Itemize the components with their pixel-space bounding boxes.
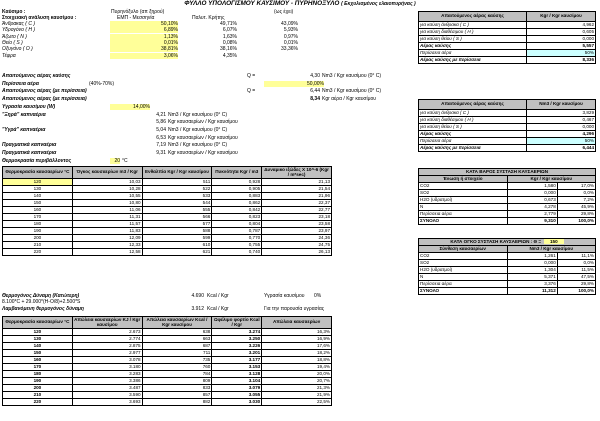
heating-value-block — [2, 293, 412, 315]
gas_table-cell: 0,787 — [212, 228, 262, 235]
loss_table-cell: 21,3% — [262, 385, 332, 392]
loss_table-cell: 16,3% — [262, 329, 332, 336]
volume_comp-title-text: ΚΑΤΑ ΟΓΚΟ ΣΥΣΤΑΣΗ ΚΑΥΣΑΕΡΙΩΝ : Θ = — [450, 238, 541, 244]
analysis-header-label: Στοιχειακή ανάλυση καυσίμου : — [2, 15, 77, 21]
air_box2-row-value: 0,000 — [527, 124, 596, 131]
gas_table-cell: 0,740 — [212, 249, 262, 256]
loss_table-cell: 3.177 — [212, 357, 262, 364]
loss_table-cell: 711 — [142, 350, 212, 357]
analysis-value-asis: 33,36% — [281, 46, 298, 53]
air_box2-table — [418, 99, 596, 152]
calc-q-label: Q = — [247, 88, 256, 95]
gas_table-cell: 22,77 — [262, 207, 332, 214]
loss_table-cell: 3.283 — [72, 371, 142, 378]
flue-loss-table — [2, 316, 332, 406]
heat-effective-unit: Kcal / Kgr — [207, 306, 229, 312]
analysis-value-crete: 6,07% — [222, 27, 237, 34]
calc-value: 6,44 — [310, 88, 320, 95]
air_box2-row-value: 6,444 — [527, 145, 596, 152]
analysis-value-emp: 1,13% — [110, 34, 178, 40]
heat-lower-unit: Kcal / Kgr — [207, 293, 229, 299]
air_box1-header-label: Απαιτούμενος αέρας καύσης — [419, 12, 527, 22]
calc-label: "Υγρά" καπναέρια — [2, 126, 46, 133]
loss_table-cell: 19,4% — [262, 364, 332, 371]
loss_table-cell: 3.201 — [212, 350, 262, 357]
volume_comp-row-label: CO2 — [419, 252, 508, 259]
gas_table-cell: 26,13 — [262, 249, 332, 256]
calc-value: 6,53 — [156, 134, 166, 141]
volume_comp-title — [419, 239, 596, 246]
air_box2-row-value: 3,829 — [527, 110, 596, 117]
loss_table-cell: 687 — [142, 343, 212, 350]
gas_table-cell: 588 — [142, 228, 212, 235]
calc-unit: Nm3 / Kgr καυσίμου (0° C) — [168, 111, 228, 118]
gas_table-cell: 21,96 — [262, 193, 332, 200]
gas_table-cell: 0,770 — [212, 235, 262, 242]
loss_table-cell: 210 — [3, 392, 73, 399]
gas_table-cell: 11,83 — [72, 228, 142, 235]
calc-unit: Kgr αέρα / Kgr καυσίμου — [322, 96, 377, 103]
weight_comp-row-value: 2,779 — [507, 210, 557, 217]
gas_table-cell: 0,755 — [212, 242, 262, 249]
loss_table-cell: 200 — [3, 385, 73, 392]
loss_table-cell: 190 — [3, 378, 73, 385]
loss_table-cell: 2.977 — [72, 350, 142, 357]
weight_comp-row-percent: 29,8% — [557, 210, 595, 217]
fuel-analysis-block — [2, 9, 332, 69]
loss_table-cell: 21,9% — [262, 392, 332, 399]
moisture-note: Για την παρουσία υγρασίας — [264, 306, 325, 312]
analysis-value-crete: 1,63% — [222, 33, 237, 40]
calc-value: 20 — [110, 158, 120, 164]
loss_table-cell: 16,9% — [262, 336, 332, 343]
gas_table-cell: 0,883 — [212, 193, 262, 200]
air_box1-row-label: Αέρας καύσης με περίσσεια — [419, 57, 527, 64]
heat-effective-label: Λαμβανόμενη θερμογόνος δύναμη — [2, 306, 84, 312]
weight_comp-row-value: 9,310 — [507, 217, 557, 224]
calc-value: 9,31 — [156, 150, 166, 156]
air_box1-row-label: Αέρας καύσης — [419, 43, 527, 50]
air_box2-row-label: για καύση διαθέσιμου ( H ) — [419, 117, 527, 124]
heat-lower-label: Θερμογόνος Δύναμη (Κατώτερη) — [2, 293, 80, 299]
loss_table-cell: 3.153 — [212, 364, 262, 371]
gas_table-header-0: Θερμοκρασία καυσαερίων °C — [3, 167, 73, 179]
gas_table-cell: 555 — [142, 207, 212, 214]
analysis-element-label: Άνθρακας ( C ) — [2, 21, 36, 27]
loss_table-cell: 784 — [142, 371, 212, 378]
sheet-title: ΦΥΛΛΟ ΥΠΟΛΟΓΙΣΜΟΥ ΚΑΥΣΙΜΟΥ - ΠΥΡΗΝΟΞΥΛΟ ( Εκχυλισμένος ελαιοπυρήνας ) — [184, 0, 416, 7]
flue-gas-table — [2, 166, 332, 256]
volume_comp-header-label: Σύνθεση καυσαερίων — [419, 246, 508, 253]
volume_comp-row-value: 3,376 — [507, 280, 557, 287]
weight_comp-title — [419, 169, 596, 176]
air_box1-row-value: 8,336 — [527, 57, 596, 64]
gas_table-cell: 11,57 — [72, 221, 142, 228]
heat-lower-value: 4.690 — [191, 293, 204, 299]
gas_table-cell: 120 — [3, 179, 73, 186]
air-box-nm3 — [418, 99, 596, 152]
air_box2-row-label: Αέρας καύσης με περίσσεια — [419, 145, 527, 152]
analysis-source-2: Παλυτ. Κρήτης — [192, 15, 225, 21]
analysis-value-emp: 50,10% — [110, 21, 178, 27]
volume_comp-row-percent: 11,5% — [557, 266, 595, 273]
calc-value: 8,34 — [310, 96, 320, 103]
fuel-label: Καύσιμο : — [2, 9, 26, 15]
weight-composition — [418, 168, 596, 225]
loss_table-cell: 120 — [3, 329, 73, 336]
gas_table-cell: 210 — [3, 242, 73, 249]
loss_table-cell: 18,2% — [262, 350, 332, 357]
gas_table-cell: 10,55 — [72, 193, 142, 200]
loss_table-header-1: Απώλεια καυσαερίων KJ / Kgr καυσίμου — [74, 316, 141, 327]
analysis-value-crete: 49,71% — [220, 21, 237, 27]
gas_table-cell: 0,842 — [212, 207, 262, 214]
volume_comp-row-label: H2O (υδρατμοί) — [419, 266, 508, 273]
analysis-element-label: Υδρογόνο ( H ) — [2, 27, 36, 34]
weight_comp-row-label: ΣΥΝΟΛΟ — [419, 217, 508, 224]
analysis-value-asis — [248, 53, 298, 59]
gas_table-cell: 610 — [142, 242, 212, 249]
volume_comp-row-label: ΣΥΝΟΛΟ — [419, 287, 508, 294]
volume_comp-temp-value: 150 — [544, 239, 564, 244]
gas_table-header-3: Πυκνότητα Kgr / m3 — [212, 167, 262, 179]
gas_table-cell: 10,80 — [72, 200, 142, 207]
heat-effective-value: 3.912 — [191, 306, 204, 312]
gas_table-cell: 566 — [142, 214, 212, 221]
calc-value: 4,30 — [310, 73, 320, 79]
analysis-value-crete: 4,35% — [222, 52, 237, 59]
gas_table-cell: 11,31 — [72, 214, 142, 221]
weight_comp-row-label: H2O (υδρατμοί) — [419, 196, 508, 203]
gas_table-cell: 621 — [142, 249, 212, 256]
gas_table-cell: 150 — [3, 200, 73, 207]
air_box1-row-label: για καύση άνθρακα ( C ) — [419, 22, 527, 29]
volume_comp-row-percent: 29,8% — [557, 280, 595, 287]
air_box1-row-value: 5,557 — [527, 43, 596, 50]
fuel-moisture-value: 0% — [314, 293, 322, 299]
weight_comp-row-label: N — [419, 203, 508, 210]
air_box1-row-value: 4,962 — [527, 22, 596, 29]
loss_table-cell: 809 — [142, 378, 212, 385]
weight_comp-title-text: ΚΑΤΑ ΒΑΡΟΣ ΣΥΣΤΑΣΗ ΚΑΥΣΑΕΡΙΩΝ — [465, 168, 549, 174]
weight_comp-row-percent: 17,0% — [557, 182, 595, 189]
air_box2-row-value: 0,467 — [527, 117, 596, 124]
gas_table-header-4: Δυναμικο ιξώδες Χ 10^-6 (Kgr / m*sec) — [262, 167, 332, 179]
loss_table-cell: 18,8% — [262, 357, 332, 364]
loss_table-cell: 882 — [142, 399, 212, 406]
loss_table-cell: 2.875 — [72, 343, 142, 350]
loss_table-cell: 220 — [3, 399, 73, 406]
volume_comp-row-label: Περίσσεια αέρα — [419, 280, 508, 287]
air_box1-row-value: 0,605 — [527, 29, 596, 36]
gas_table-cell: 0,804 — [212, 221, 262, 228]
weight_comp-table — [418, 168, 596, 225]
gas_table-cell: 0,862 — [212, 200, 262, 207]
weight_comp-row-percent: 100,0% — [557, 217, 595, 224]
fuel-state: (ως έχει) — [274, 9, 294, 15]
calc-value: 5,04 — [156, 126, 166, 133]
gas_table-cell: 180 — [3, 221, 73, 228]
air_box2-row-label: για καύση θείου ( S ) — [419, 124, 527, 131]
air_box1-table — [418, 11, 596, 64]
loss_table-cell: 833 — [142, 385, 212, 392]
calc-label: Απαιτούμενος αέρας καύσης — [2, 73, 71, 79]
calc-unit: Kgr καυσαερίων / Kgr καυσίμου — [168, 150, 238, 156]
volume_comp-row-percent: 11,1% — [557, 252, 595, 259]
loss_table-cell: 3.180 — [72, 364, 142, 371]
loss_table-cell: 3.274 — [212, 329, 262, 336]
air_box2-row-label: Αέρας καύσης — [419, 131, 527, 138]
loss_table-cell: 130 — [3, 336, 73, 343]
calc-unit: Nm3 / Kgr καυσίμου (0° C) — [168, 126, 228, 133]
loss_table-cell: 170 — [3, 364, 73, 371]
gas_table-cell: 24,36 — [262, 235, 332, 242]
loss_table-cell: 22,5% — [262, 399, 332, 406]
calc-unit: Nm3 / Kgr καυσίμου (0° C) — [322, 88, 382, 95]
gas_table-cell: 220 — [3, 249, 73, 256]
weight_comp-row-percent: 0,0% — [557, 189, 595, 196]
loss_table-cell: 20,0% — [262, 371, 332, 378]
loss_table-cell: 2.774 — [72, 336, 142, 343]
fuel-moisture-label: Υγρασία καυσίμου — [264, 293, 305, 299]
volume_comp-table — [418, 238, 596, 295]
gas_table-cell: 12,33 — [72, 242, 142, 249]
weight_comp-row-value: 4,278 — [507, 203, 557, 210]
gas_table-cell: 10,28 — [72, 186, 142, 193]
calc-unit: Nm3 / Kgr καυσίμου (0° C) — [322, 73, 382, 79]
loss_table-header-2: Απώλεια καυσαερίων Kcal / Kgr καυσίμου — [142, 317, 212, 329]
gas_table-cell: 23,18 — [262, 214, 332, 221]
loss_table-cell: 735 — [142, 357, 212, 364]
calc-label: Απαιτούμενος αέρας (με περίσσεια) — [2, 88, 87, 95]
air_box1-row-value: 0,000 — [527, 36, 596, 43]
gas_table-cell: 24,75 — [262, 242, 332, 249]
analysis-element-label: Οξυγόνο ( O ) — [2, 46, 33, 53]
loss_table-cell: 3.104 — [212, 378, 262, 385]
air_box2-header-label: Απαιτούμενος αέρας καύσης — [419, 100, 527, 110]
volume_comp-row-label: SO2 — [419, 259, 508, 266]
loss_table-cell: 3.030 — [212, 399, 262, 406]
loss_table-cell: 3.250 — [212, 336, 262, 343]
analysis-element-label: Θείο ( S ) — [2, 39, 23, 46]
analysis-element-label: Τέφρα — [2, 52, 16, 59]
volume_comp-row-value: 5,371 — [507, 273, 557, 280]
calc-note: (40%-70%) — [89, 80, 115, 87]
air_box2-row-value: 4,296 — [527, 131, 596, 138]
air_box1-header-unit: Kgr / Kgr καυσίμου — [527, 12, 596, 22]
weight_comp-row-label: Περίσσεια αέρα — [419, 210, 508, 217]
gas_table-cell: 200 — [3, 235, 73, 242]
gas_table-cell: 21,13 — [262, 179, 332, 186]
loss_table-cell: 857 — [142, 392, 212, 399]
weight_comp-row-percent: 45,9% — [557, 203, 595, 210]
analysis-value-emp: 38,81% — [110, 46, 178, 52]
calc-q-label: Q = — [247, 73, 256, 79]
air_box2-row-label: Περίσσεια αέρα — [419, 138, 527, 145]
analysis-value-asis: 5,93% — [283, 27, 298, 34]
analysis-value-crete: 38,16% — [220, 46, 237, 53]
gas_table-cell: 10,03 — [72, 179, 142, 186]
gas_table-cell: 12,58 — [72, 249, 142, 256]
gas_table-cell: 190 — [3, 228, 73, 235]
analysis-value-crete: 0,08% — [222, 39, 237, 46]
gas_table-cell: 511 — [142, 179, 212, 186]
loss_table-cell: 3.128 — [212, 371, 262, 378]
weight_comp-row-label: SO2 — [419, 189, 508, 196]
loss_table-cell: 3.487 — [72, 385, 142, 392]
calc-unit: Kgr καυσαερίων / Kgr καυσίμου — [168, 119, 238, 126]
analysis-value-emp: 0,01% — [110, 40, 178, 46]
gas_table-cell: 0,905 — [212, 186, 262, 193]
loss_table-cell: 760 — [142, 364, 212, 371]
loss_table-cell: 3.386 — [72, 378, 142, 385]
gas_table-header-1: Όγκος καυσαερίων m3 / Kgr — [72, 167, 142, 179]
loss_table-cell: 3.055 — [212, 392, 262, 399]
gas_table-cell: 21,54 — [262, 186, 332, 193]
weight_comp-row-percent: 7,2% — [557, 196, 595, 203]
air_box1-row-label: για καύση θείου ( S ) — [419, 36, 527, 43]
volume_comp-row-percent: 0,0% — [557, 259, 595, 266]
gas_table-cell: 22,37 — [262, 200, 332, 207]
gas_table-cell: 0,928 — [212, 179, 262, 186]
air-calc-block — [2, 73, 412, 165]
loss_table-cell: 3.226 — [212, 343, 262, 350]
calc-label: "Ξηρά" καπναέρια — [2, 111, 46, 118]
fuel-name: Πυρηνόξυλο (απ ξηρού) — [111, 9, 165, 15]
loss_table-cell: 160 — [3, 357, 73, 364]
gas_table-cell: 522 — [142, 186, 212, 193]
loss_table-cell: 3.079 — [212, 385, 262, 392]
air_box1-row-label: Περίσσεια αέρα — [419, 50, 527, 57]
weight_comp-header-label: Ένωση ή στοιχείο — [419, 176, 508, 183]
gas_table-cell: 140 — [3, 193, 73, 200]
air_box2-row-label: για καύση άνθρακα ( C ) — [419, 110, 527, 117]
analysis-element-label: Άζωτο ( N ) — [2, 33, 27, 40]
weight_comp-header-unit: Kgr / Kgr καυσίμου — [507, 176, 596, 183]
loss_table-cell: 17,6% — [262, 343, 332, 350]
heat-formula: 8.100*C + 29.000*(H-O/8)+2.500*S — [2, 299, 81, 305]
gas_table-cell: 23,58 — [262, 221, 332, 228]
calc-label: Απαιτούμενος αέρας (με περίσσεια) — [2, 96, 87, 103]
analysis-value-emp: 6,89% — [110, 27, 178, 33]
calc-unit: Nm3 / Kgr καυσίμου (0° C) — [168, 142, 228, 149]
calc-value: 50,00% — [264, 81, 324, 87]
gas_table-cell: 0,823 — [212, 214, 262, 221]
calc-label: Πραγματικά καπναέρια — [2, 142, 57, 149]
volume_comp-row-value: 1,261 — [507, 252, 557, 259]
gas_table-cell: 544 — [142, 200, 212, 207]
loss_table-cell: 3.078 — [72, 357, 142, 364]
gas_table-cell: 130 — [3, 186, 73, 193]
air_box2-header-unit: Nm3 / Kgr καυσίμου — [527, 100, 596, 110]
loss_table-header-3: Ωφέλιμο φορτίο Kcal / Kgr — [212, 317, 262, 329]
calc-label: Πραγματικά καπναέρια — [2, 150, 57, 156]
calc-label: Υγρασία καυσίμου (W) — [2, 103, 56, 110]
loss_table-cell: 3.693 — [72, 399, 142, 406]
analysis-value-asis: 43,09% — [281, 21, 298, 27]
calc-value: 4,21 — [156, 111, 166, 118]
analysis-value-asis: 0,97% — [283, 33, 298, 40]
loss_table-cell: 20,7% — [262, 378, 332, 385]
loss_table-cell: 150 — [3, 350, 73, 357]
gas_table-cell: 23,97 — [262, 228, 332, 235]
air_box2-row-value: 50% — [527, 138, 596, 145]
calc-value: 14,00% — [110, 104, 150, 110]
calc-value: 5,86 — [156, 119, 166, 126]
loss_table-cell: 663 — [142, 336, 212, 343]
air_box1-row-label: για καύση διαθέσιμου ( H ) — [419, 29, 527, 36]
weight_comp-row-value: 1,580 — [507, 182, 557, 189]
loss_table-header-0: Θερμοκρασία καυσαερίων °C — [3, 317, 73, 329]
gas_table-cell: 170 — [3, 214, 73, 221]
analysis-value-asis: 0,01% — [283, 39, 298, 46]
volume_comp-header-unit: Nm3 / Kgr καυσίμου — [507, 246, 596, 253]
volume_comp-row-value: 11,312 — [507, 287, 557, 294]
volume_comp-row-value: 0,000 — [507, 259, 557, 266]
calc-unit: Kgr καυσαερίων / Kgr καυσίμου — [168, 134, 238, 141]
loss_table-cell: 3.590 — [72, 392, 142, 399]
loss_table-header-4: Απώλεια καυσαερίων — [262, 317, 332, 329]
weight_comp-row-label: CO2 — [419, 182, 508, 189]
calc-value: 7,19 — [156, 142, 166, 149]
air-box-kgr — [418, 11, 596, 64]
loss_table-cell: 2.673 — [72, 329, 142, 336]
loss_table-cell: 180 — [3, 371, 73, 378]
analysis-source-1: ΕΜΠ - Μεσσηνία — [117, 15, 155, 21]
gas_table-cell: 599 — [142, 235, 212, 242]
loss_table-cell: 140 — [3, 343, 73, 350]
volume_comp-row-percent: 47,5% — [557, 273, 595, 280]
calc-unit: °C — [122, 157, 128, 164]
loss_table-cell: 638 — [142, 329, 212, 336]
volume_comp-row-value: 1,304 — [507, 266, 557, 273]
analysis-value-emp: 3,06% — [110, 53, 178, 59]
volume_comp-row-percent: 100,0% — [557, 287, 595, 294]
calc-label: Θερμοκρασία περιβάλλοντος — [2, 157, 72, 164]
gas_table-cell: 160 — [3, 207, 73, 214]
calc-label: Περίσσεια αέρα — [2, 80, 39, 87]
gas_table-cell: 577 — [142, 221, 212, 228]
volume-composition — [418, 238, 596, 295]
gas_table-cell: 11,06 — [72, 207, 142, 214]
gas_table-cell: 533 — [142, 193, 212, 200]
gas_table-header-2: Ενθαλπία Kgr / Kgr καυσίμου — [142, 167, 212, 179]
weight_comp-row-value: 0,673 — [507, 196, 557, 203]
weight_comp-row-value: 0,000 — [507, 189, 557, 196]
gas_table-cell: 12,09 — [72, 235, 142, 242]
volume_comp-row-label: N — [419, 273, 508, 280]
air_box1-row-value: 50% — [527, 50, 596, 57]
